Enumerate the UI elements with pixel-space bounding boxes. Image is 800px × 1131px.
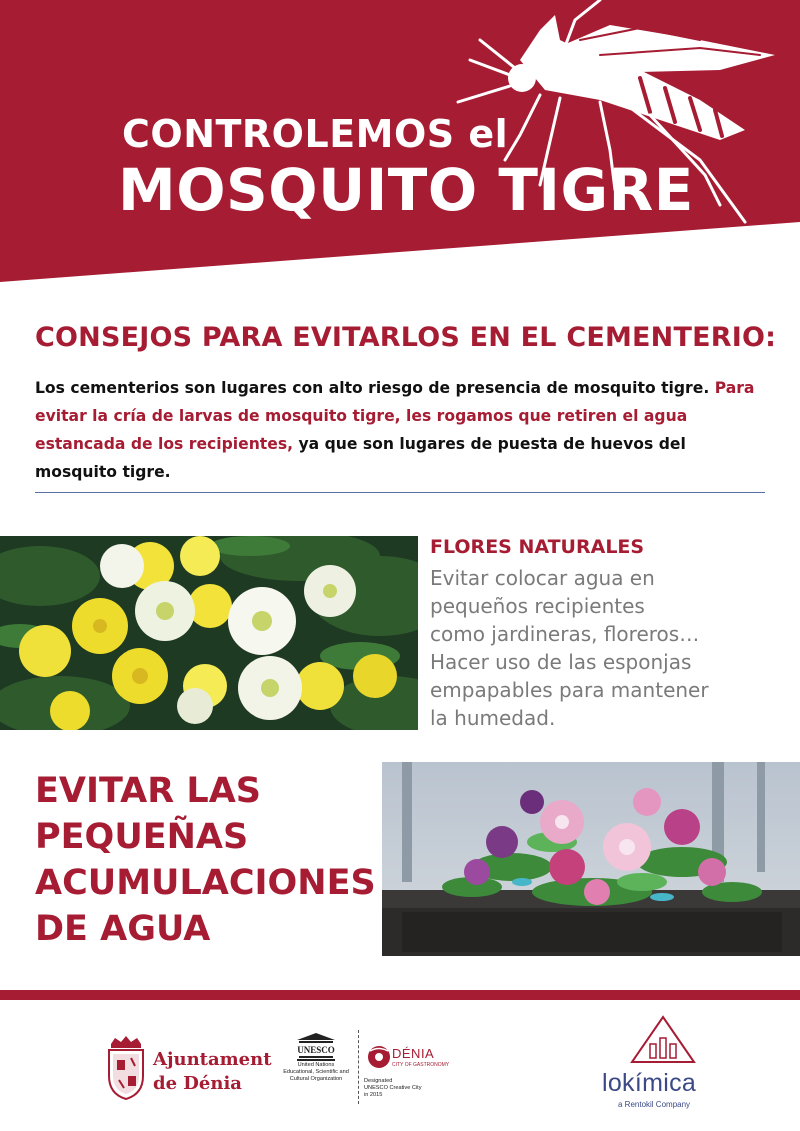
lokimica-name: lokímica: [602, 1069, 697, 1097]
unesco-caption: [275, 1062, 357, 1083]
natural-flowers-image: [0, 536, 418, 730]
unesco-line: Cultural Organization: [289, 1076, 343, 1082]
ajuntament-line: de Dénia: [153, 1073, 242, 1094]
title-line-1: CONTROLEMOS el: [122, 112, 509, 156]
evitar-line: ACUMULACIONES: [35, 863, 376, 903]
unesco-temple-icon: [275, 1032, 357, 1062]
flores-line: Evitar colocar agua en: [430, 566, 655, 590]
gastronomy-icon: [366, 1044, 392, 1070]
denia-des-line: UNESCO Creative City: [364, 1085, 422, 1091]
lokimica-subtitle: a Rentokil Company: [618, 1100, 691, 1109]
denia-des-line: in 2015: [364, 1092, 383, 1098]
coat-of-arms-icon: [105, 1036, 147, 1100]
lokimica-logo: [598, 1014, 728, 1114]
ajuntament-logo: [105, 1036, 275, 1106]
denia-gastronomy-logo: [364, 1044, 464, 1104]
denia-designation: [364, 1078, 422, 1099]
title-line-2: MOSQUITO TIGRE: [118, 156, 694, 224]
flores-title: FLORES NATURALES: [430, 536, 645, 558]
ajuntament-line: Ajuntament: [153, 1049, 272, 1070]
section-heading: CONSEJOS PARA EVITARLOS EN EL CEMENTERIO:: [35, 322, 777, 353]
divider-line: [35, 492, 765, 493]
unesco-line: United Nations: [297, 1062, 335, 1068]
evitar-line: EVITAR LAS: [35, 771, 261, 811]
evitar-line: PEQUEÑAS: [35, 817, 249, 857]
footer-band: [0, 990, 800, 1000]
logo-separator: [358, 1030, 359, 1104]
intro-text-2: ya que son lugares de puesta de huevos del mosquito tigre.: [35, 435, 686, 481]
evitar-line: DE AGUA: [35, 909, 211, 949]
unesco-line: Educational, Scientific and: [283, 1069, 349, 1075]
artificial-flowers-image: [382, 762, 800, 956]
denia-subtitle: CITY OF GASTRONOMY: [392, 1062, 450, 1068]
flores-line: empapables para mantener: [430, 678, 709, 702]
intro-text-1: Los cementerios son lugares con alto riesgo de presencia de mosquito tigre.: [35, 379, 710, 397]
unesco-logo: [275, 1032, 365, 1106]
unesco-word: UNESCO: [297, 1045, 335, 1055]
flores-line: la humedad.: [430, 706, 556, 730]
header-banner: [0, 0, 800, 290]
evitar-heading: [35, 768, 376, 952]
flores-line: Hacer uso de las esponjas: [430, 650, 692, 674]
ajuntament-name: [153, 1048, 272, 1096]
intro-paragraph: [35, 374, 767, 486]
flores-text: [430, 564, 770, 732]
intro-highlight: Para evitar la cría de larvas de mosquito tigre, les rogamos que retiren el agua estancada de los recipientes,: [35, 379, 755, 453]
flores-line: pequeños recipientes: [430, 594, 645, 618]
lokimica-triangle-icon: [628, 1014, 698, 1066]
denia-des-line: Designated: [364, 1078, 393, 1084]
flores-line: como jardineras, floreros…: [430, 622, 700, 646]
denia-name: DÉNIA: [392, 1046, 435, 1061]
